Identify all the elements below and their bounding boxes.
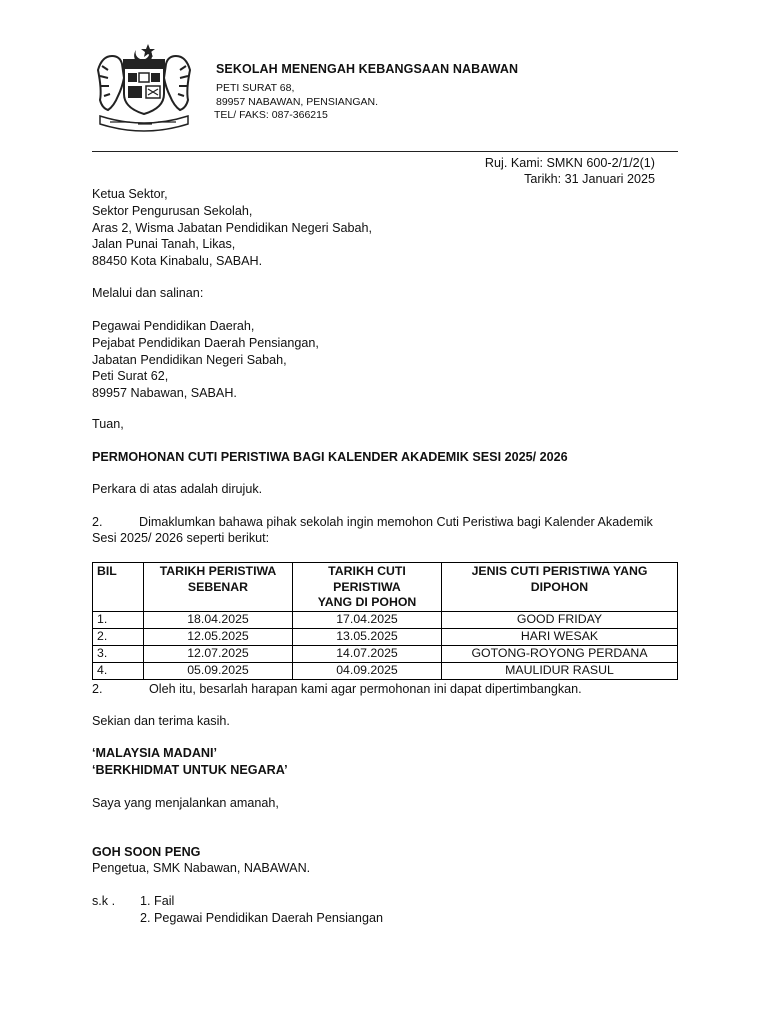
via-line: Pejabat Pendidikan Daerah Pensiangan, <box>92 335 319 350</box>
cell-bil: 4. <box>93 662 144 679</box>
cell-tarikh-pohon: 14.07.2025 <box>293 645 442 662</box>
amanah-line: Saya yang menjalankan amanah, <box>92 796 279 810</box>
cell-tarikh-pohon: 17.04.2025 <box>293 611 442 628</box>
via-line: Peti Surat 62, <box>92 369 169 384</box>
cell-bil: 3. <box>93 645 144 662</box>
cell-jenis-cuti: HARI WESAK <box>442 628 678 645</box>
cell-jenis-cuti: GOTONG-ROYONG PERDANA <box>442 645 678 662</box>
school-address-line-1: PETI SURAT 68, <box>216 82 295 94</box>
cuti-table <box>92 562 678 680</box>
sk-item: 1. Fail <box>140 894 175 908</box>
cell-tarikh-pohon: 13.05.2025 <box>293 628 442 645</box>
cell-bil: 1. <box>93 611 144 628</box>
paragraph-line-2: Sesi 2025/ 2026 seperti berikut: <box>92 531 270 545</box>
header-divider <box>92 151 678 152</box>
via-line: 89957 Nabawan, SABAH. <box>92 386 237 401</box>
school-name: SEKOLAH MENENGAH KEBANGSAAN NABAWAN <box>216 62 519 76</box>
cell-tarikh-pohon: 04.09.2025 <box>293 662 442 679</box>
signer-name: GOH SOON PENG <box>92 845 201 859</box>
reference-number: Ruj. Kami: SMKN 600-2/1/2(1) <box>484 156 655 170</box>
sk-item: 2. Pegawai Pendidikan Daerah Pensiangan <box>140 911 383 925</box>
paragraph-number: 2. <box>92 682 103 696</box>
sk-label: s.k . <box>92 894 116 908</box>
letter-subject: PERMOHONAN CUTI PERISTIWA BAGI KALENDER AKADEMIK SESI 2025/ 2026 <box>92 450 568 464</box>
header-tarikh-sebenar: TARIKH PERISTIWA SEBENAR <box>144 563 293 612</box>
recipient-line: Sektor Pengurusan Sekolah, <box>92 203 253 218</box>
cell-jenis-cuti: MAULIDUR RASUL <box>442 662 678 679</box>
cell-jenis-cuti: GOOD FRIDAY <box>442 611 678 628</box>
cell-tarikh-sebenar: 05.09.2025 <box>144 662 293 679</box>
table-row <box>93 611 678 628</box>
cell-bil: 2. <box>93 628 144 645</box>
recipient-line: Aras 2, Wisma Jabatan Pendidikan Negeri Sabah, <box>92 220 373 235</box>
via-line: Jabatan Pendidikan Negeri Sabah, <box>92 352 287 367</box>
slogan-malaysia-madani: ‘MALAYSIA MADANI’ <box>92 746 218 760</box>
via-address <box>92 318 319 402</box>
closing-line: Sekian dan terima kasih. <box>92 714 230 728</box>
cell-tarikh-sebenar: 12.05.2025 <box>144 628 293 645</box>
table-header-row <box>93 563 678 612</box>
salutation: Tuan, <box>92 417 124 431</box>
via-line: Pegawai Pendidikan Daerah, <box>92 319 255 333</box>
signer-title: Pengetua, SMK Nabawan, NABAWAN. <box>92 861 311 875</box>
slogan-berkhidmat: ‘BERKHIDMAT UNTUK NEGARA’ <box>92 763 288 777</box>
header-bil: BIL <box>93 563 144 612</box>
paragraph-line-1: Dimaklumkan bahawa pihak sekolah ingin memohon Cuti Peristiwa bagi Kalender Akademik <box>139 515 653 529</box>
cell-tarikh-sebenar: 18.04.2025 <box>144 611 293 628</box>
header-jenis-cuti: JENIS CUTI PERISTIWA YANG DIPOHON <box>442 563 678 612</box>
cell-tarikh-sebenar: 12.07.2025 <box>144 645 293 662</box>
school-address-line-2: 89957 NABAWAN, PENSIANGAN. <box>216 96 379 108</box>
table-row <box>93 628 678 645</box>
table-row <box>93 645 678 662</box>
school-tel: TEL/ FAKS: 087-366215 <box>214 109 328 121</box>
paragraph-number: 2. <box>92 515 103 529</box>
recipient-line: Ketua Sektor, <box>92 187 168 201</box>
via-label: Melalui dan salinan: <box>92 286 204 300</box>
school-crest-icon <box>92 40 196 132</box>
table-row <box>93 662 678 679</box>
reference-line: Perkara di atas adalah dirujuk. <box>92 482 263 496</box>
paragraph-text: Oleh itu, besarlah harapan kami agar permohonan ini dapat dipertimbangkan. <box>149 682 582 696</box>
header-tarikh-pohon: TARIKH CUTI PERISTIWA YANG DI POHON <box>293 563 442 612</box>
recipient-address <box>92 186 372 270</box>
recipient-line: Jalan Punai Tanah, Likas, <box>92 237 236 252</box>
letter-date: Tarikh: 31 Januari 2025 <box>524 172 655 186</box>
recipient-line: 88450 Kota Kinabalu, SABAH. <box>92 254 263 269</box>
